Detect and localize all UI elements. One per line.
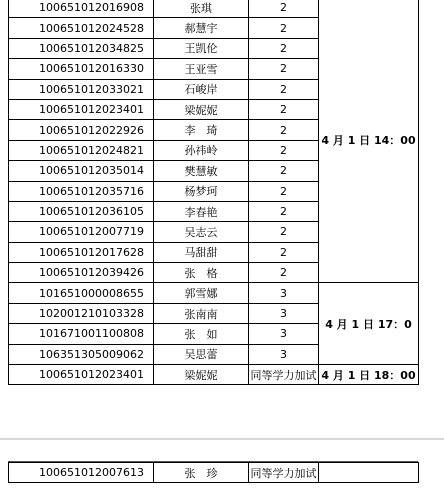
exam-type-cell: 2: [249, 79, 319, 99]
student-id-cell: 100651012022926: [9, 120, 154, 140]
student-name-cell: 樊慧敏: [154, 161, 249, 181]
exam-type-cell: 2: [249, 0, 319, 18]
student-id-cell: 100651012035014: [9, 161, 154, 181]
student-id-cell: 106351305009062: [9, 344, 154, 364]
student-name-cell: 郭雪娜: [154, 283, 249, 303]
student-id-cell: 101651000008655: [9, 283, 154, 303]
student-name-cell: 杨梦珂: [154, 181, 249, 201]
exam-schedule-table-continued: [8, 462, 419, 483]
student-id-cell: 101671001100808: [9, 324, 154, 344]
student-id-cell: 100651012023401: [9, 365, 154, 385]
student-id-cell: 100651012017628: [9, 242, 154, 262]
exam-type-cell: 3: [249, 324, 319, 344]
exam-type-cell: 2: [249, 120, 319, 140]
exam-schedule-table: [8, 0, 419, 385]
student-name-cell: 张南南: [154, 303, 249, 323]
student-id-cell: 100651012007719: [9, 222, 154, 242]
student-name-cell: 王亚雪: [154, 59, 249, 79]
time-slot-cell: [319, 463, 419, 483]
time-slot-cell: 4 月 1 日 18：00: [319, 365, 419, 385]
table-row: [9, 283, 419, 303]
exam-type-cell: 2: [249, 242, 319, 262]
student-id-cell: 100651012024528: [9, 18, 154, 38]
student-name-cell: 张琪: [154, 0, 249, 18]
student-name-cell: 孙祎岭: [154, 140, 249, 160]
student-name-cell: 张 如: [154, 324, 249, 344]
exam-type-cell: 2: [249, 18, 319, 38]
exam-type-cell: 2: [249, 38, 319, 58]
student-name-cell: 石峻岸: [154, 79, 249, 99]
student-name-cell: 吴志云: [154, 222, 249, 242]
exam-type-cell: 3: [249, 303, 319, 323]
student-id-cell: 100651012016330: [9, 59, 154, 79]
student-id-cell: 100651012007613: [9, 463, 154, 483]
student-name-cell: 张 格: [154, 263, 249, 283]
student-name-cell: 李 琦: [154, 120, 249, 140]
exam-type-cell: 2: [249, 59, 319, 79]
page-break-band: [0, 438, 444, 440]
exam-type-cell: 2: [249, 161, 319, 181]
student-id-cell: 100651012024821: [9, 140, 154, 160]
exam-type-cell: 同等学力加试: [249, 365, 319, 385]
student-id-cell: 100651012023401: [9, 99, 154, 119]
exam-type-cell: 3: [249, 283, 319, 303]
exam-type-cell: 3: [249, 344, 319, 364]
student-name-cell: 李春艳: [154, 201, 249, 221]
exam-type-cell: 2: [249, 201, 319, 221]
student-id-cell: 100651012036105: [9, 201, 154, 221]
exam-type-cell: 同等学力加试: [249, 463, 319, 483]
student-id-cell: 100651012033021: [9, 79, 154, 99]
student-name-cell: 张 珍: [154, 463, 249, 483]
student-name-cell: 王凯伦: [154, 38, 249, 58]
student-name-cell: 吴思蕾: [154, 344, 249, 364]
exam-type-cell: 2: [249, 140, 319, 160]
exam-type-cell: 2: [249, 181, 319, 201]
exam-type-cell: 2: [249, 99, 319, 119]
student-name-cell: 郝慧宇: [154, 18, 249, 38]
student-name-cell: 马甜甜: [154, 242, 249, 262]
student-id-cell: 100651012016908: [9, 0, 154, 18]
table-row: [9, 463, 419, 483]
student-id-cell: 100651012039426: [9, 263, 154, 283]
student-id-cell: 100651012034825: [9, 38, 154, 58]
student-id-cell: 100651012035716: [9, 181, 154, 201]
student-name-cell: 梁妮妮: [154, 99, 249, 119]
table-row: [9, 365, 419, 385]
exam-type-cell: 2: [249, 222, 319, 242]
exam-type-cell: 2: [249, 263, 319, 283]
time-slot-cell: 4 月 1 日 14：00: [319, 0, 419, 283]
table-row: [9, 0, 419, 18]
student-id-cell: 102001210103328: [9, 303, 154, 323]
student-name-cell: 梁妮妮: [154, 365, 249, 385]
time-slot-cell: 4 月 1 日 17：0: [319, 283, 419, 365]
